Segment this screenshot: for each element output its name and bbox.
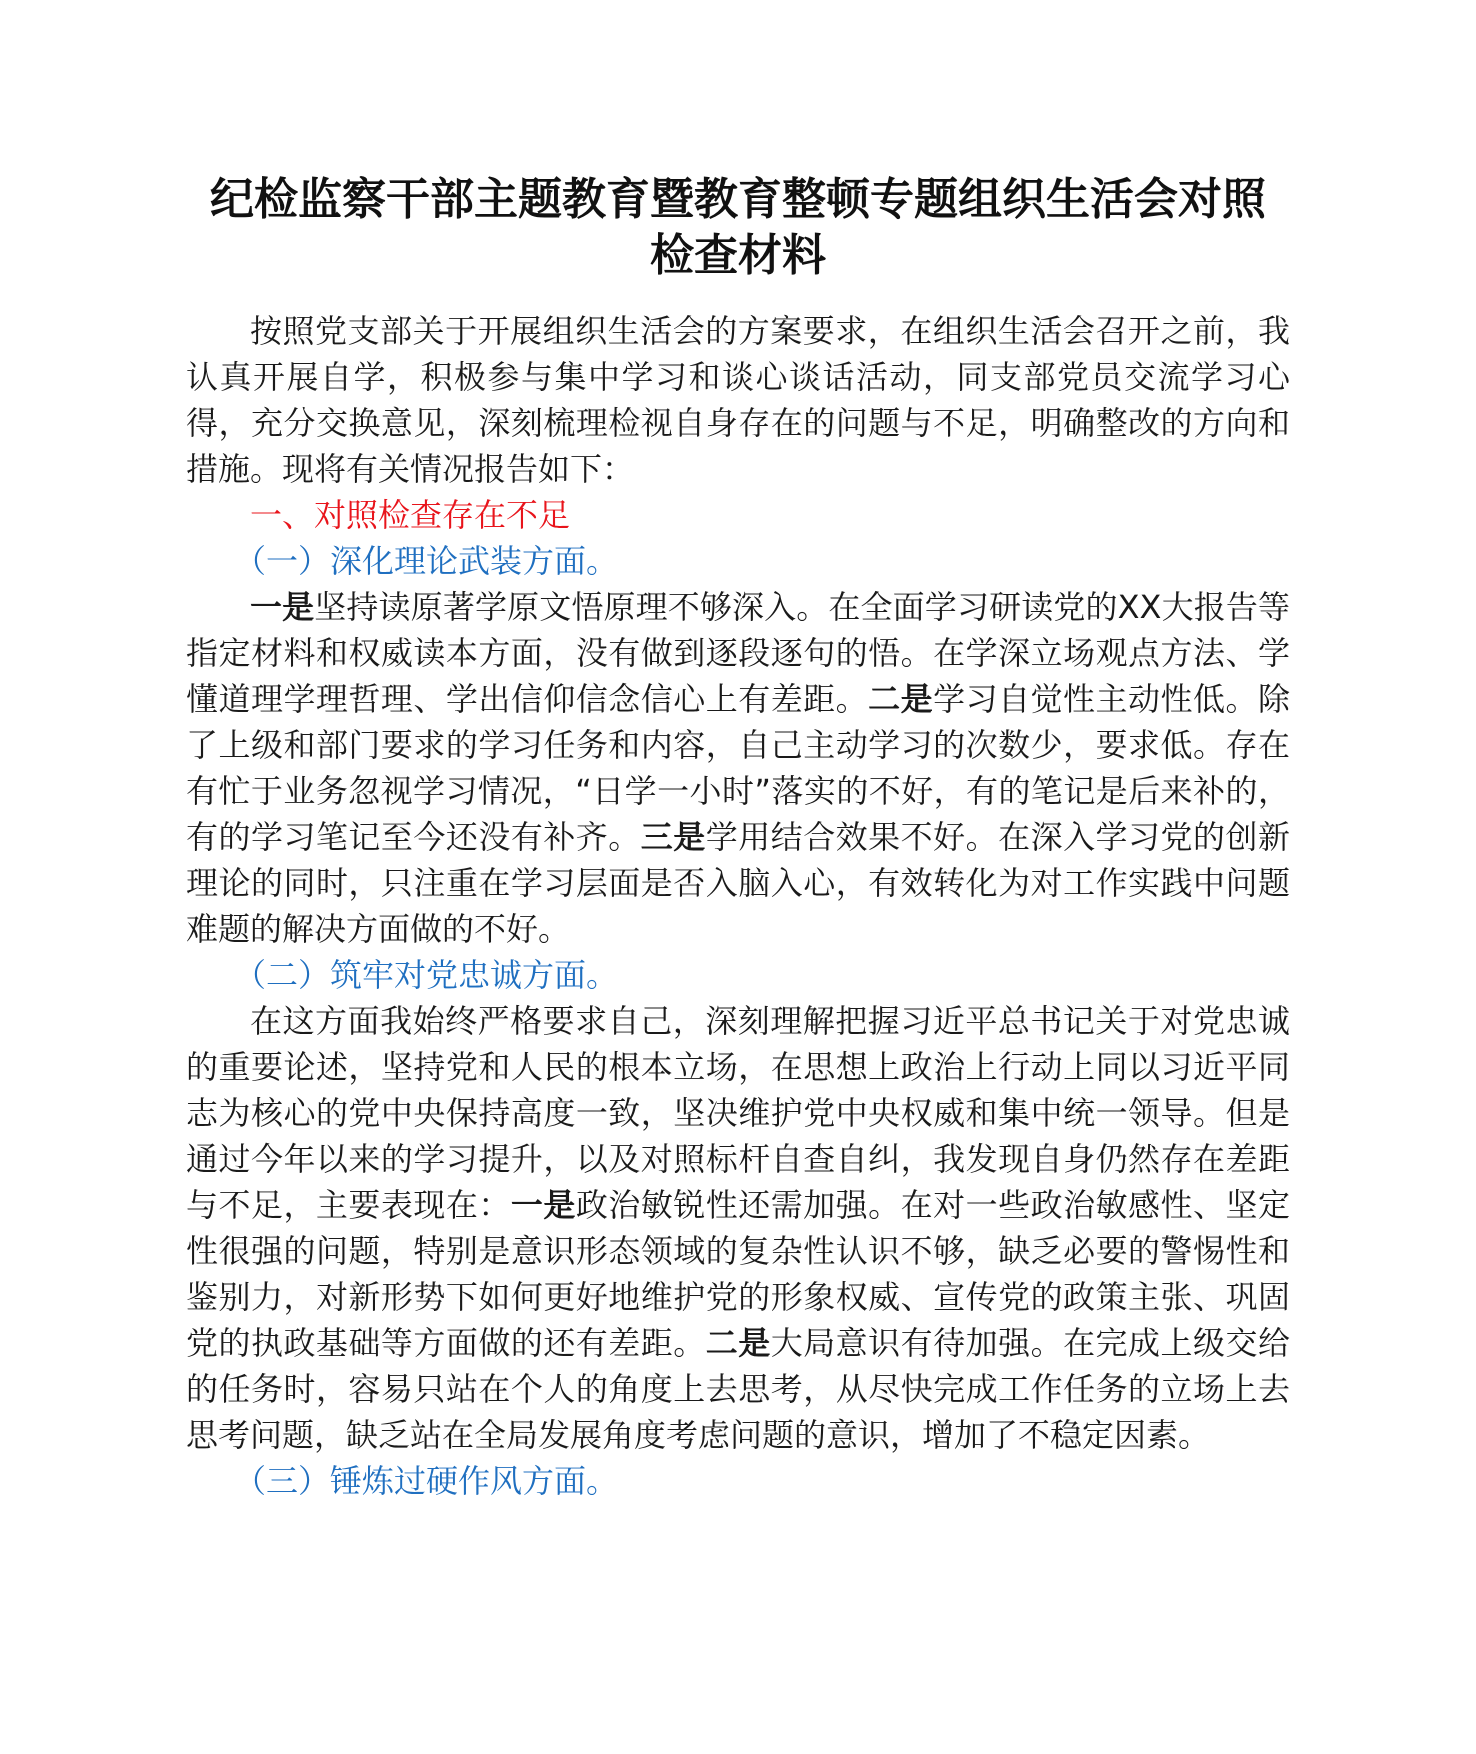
subsection-heading-1: （一）深化理论武装方面。: [234, 542, 619, 580]
title-line-2: 检查材料: [650, 230, 826, 281]
subsection-heading-2: （二）筑牢对党忠诚方面。: [234, 956, 619, 994]
section-heading: 一、对照检查存在不足: [250, 496, 571, 534]
document-page: [186, 172, 1290, 1504]
point-text: 学用结合效果不好。在深入学习党的创新理论的同时，只注重在学习层面是否入脑入心，有效转化为对工作实践中问题难题的解决方面做的不好。: [186, 818, 1290, 948]
subsection-2-body: [186, 998, 1290, 1458]
intro-paragraph: 按照党支部关于开展组织生活会的方案要求，在组织生活会召开之前，我认真开展自学，积极参与集中学习和谈心谈话活动，同支部党员交流学习心得，充分交换意见，深刻梳理检视自身存在的问题与不足，明确整改的方向和措施。现将有关情况报告如下：: [186, 312, 1290, 488]
subsection-heading-3: （三）锤炼过硬作风方面。: [234, 1462, 619, 1500]
point-text: 坚持读原著学原文悟原理不够深入。在全面学习研读党的XX大报告等指定材料和权威读本方面，没有做到逐段逐句的悟。在学深立场观点方法、学懂道理学理哲理、学出信仰信念信心上有差距。: [186, 588, 1290, 718]
point-lead: 二是: [868, 680, 934, 718]
point-text: 大局意识有待加强。在完成上级交给的任务时，容易只站在个人的角度上去思考，从尽快完成工作任务的立场上去思考问题，缺乏站在全局发展角度考虑问题的意识，增加了不稳定因素。: [186, 1324, 1290, 1454]
point-lead: 一是: [510, 1186, 576, 1224]
point-lead: 一是: [250, 588, 315, 626]
document-title: [186, 172, 1290, 284]
subsection-2-intro: 在这方面我始终严格要求自己，深刻理解把握习近平总书记关于对党忠诚的重要论述，坚持党和人民的根本立场，在思想上政治上行动上同以习近平同志为核心的党中央保持高度一致，坚决维护党中央权威和集中统一领导。但是通过今年以来的学习提升，以及对照标杆自查自纠，我发现自身仍然存在差距与不足，主要表现在：: [186, 1002, 1290, 1224]
title-line-1: 纪检监察干部主题教育暨教育整顿专题组织生活会对照: [210, 174, 1266, 225]
point-lead: 二是: [705, 1324, 771, 1362]
point-text: 学习自觉性主动性低。除了上级和部门要求的学习任务和内容，自己主动学习的次数少，要求低。存在有忙于业务忽视学习情况，“日学一小时”落实的不好，有的笔记是后来补的，有的学习笔记至今还没有补齐。: [186, 680, 1290, 856]
point-text: 政治敏锐性还需加强。在对一些政治敏感性、坚定性很强的问题，特别是意识形态领域的复杂性认识不够，缺乏必要的警惕性和鉴别力，对新形势下如何更好地维护党的形象权威、宣传党的政策主张、巩固党的执政基础等方面做的还有差距。: [186, 1186, 1290, 1362]
subsection-1-body: [186, 584, 1290, 952]
point-lead: 三是: [640, 818, 706, 856]
